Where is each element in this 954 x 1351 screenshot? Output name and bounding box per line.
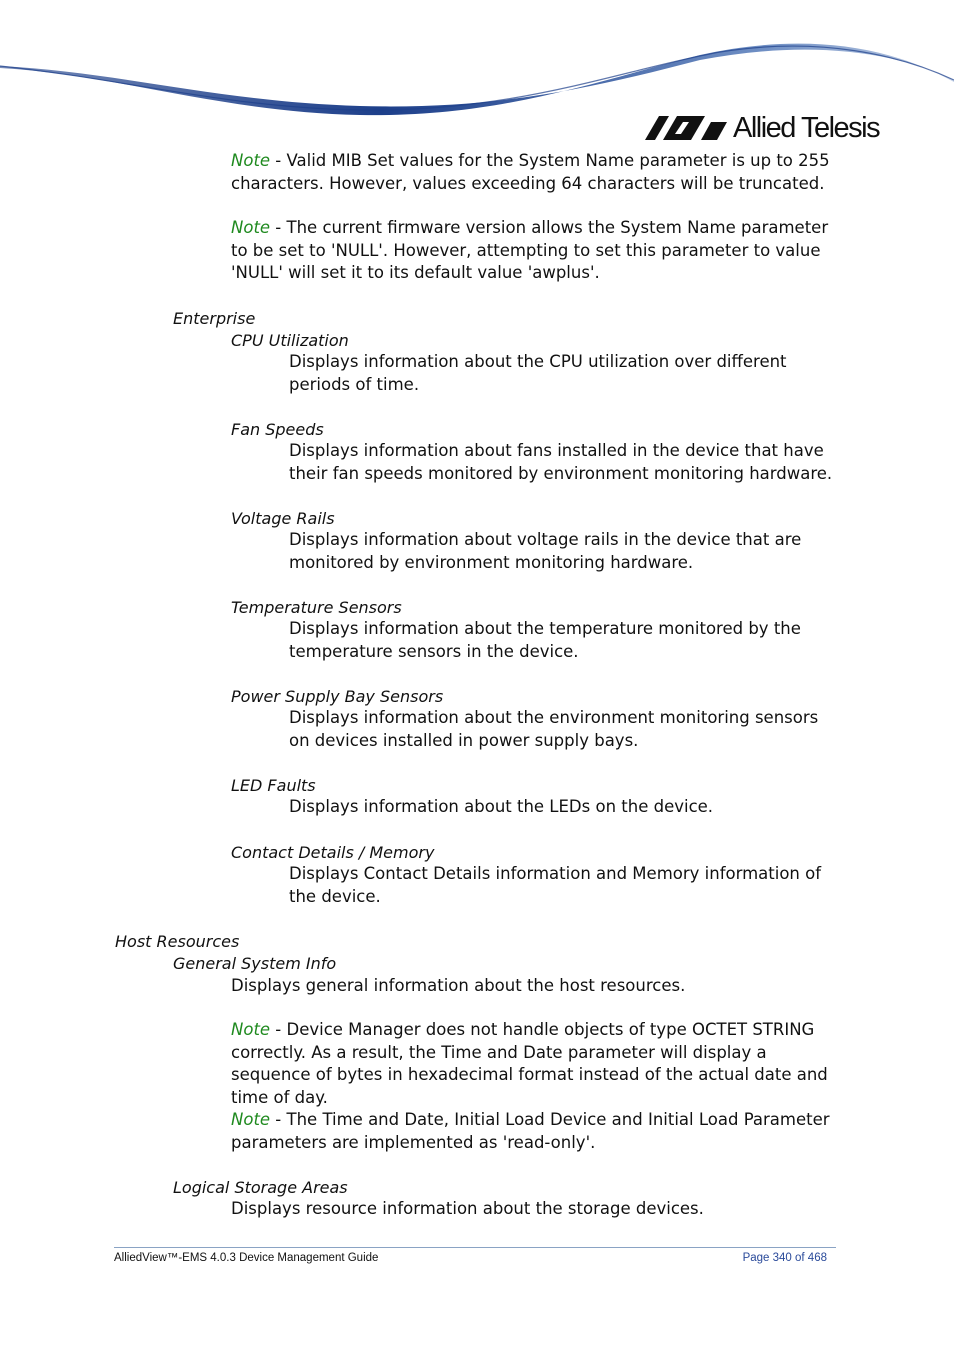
- footer-page-number: Page 340 of 468: [742, 1252, 827, 1264]
- item-description: Displays information about the temperature monitored by the temperature sensors in the device.: [289, 619, 801, 661]
- item-description: Displays information about fans installed in the device that have their fan speeds monitored by environment monitoring hardware.: [289, 441, 833, 483]
- item-title: Fan Speeds: [231, 420, 324, 439]
- footer-divider: [114, 1247, 836, 1248]
- note-text: - The Time and Date, Initial Load Device and Initial Load Parameter parameters are implemented as 'read-only'.: [231, 1110, 830, 1152]
- allied-telesis-logo: [645, 108, 905, 148]
- item-description: Displays information about voltage rails in the device that are monitored by environment monitoring hardware.: [289, 530, 802, 572]
- item-title: General System Info: [173, 954, 337, 973]
- note-label: Note: [231, 151, 271, 170]
- logo-mark-icon: [645, 108, 727, 148]
- note-paragraph: [231, 150, 841, 195]
- section-heading-host-resources: Host Resources: [115, 932, 240, 951]
- footer-document-title: AlliedView™-EMS 4.0.3 Device Management Guide: [114, 1252, 379, 1264]
- logo-text: Allied Telesis: [733, 112, 880, 144]
- item-description: Displays information about the environment monitoring sensors on devices installed in power supply bays.: [289, 708, 819, 750]
- item-description: Displays resource information about the storage devices.: [231, 1199, 704, 1218]
- header-swoosh: [0, 0, 954, 125]
- item-title: Contact Details / Memory: [231, 843, 435, 862]
- item-description: Displays general information about the host resources.: [231, 976, 686, 995]
- note-paragraph: [231, 217, 841, 285]
- item-description: Displays Contact Details information and Memory information of the device.: [289, 864, 822, 906]
- note-label: Note: [231, 1110, 271, 1129]
- note-text: - The current firmware version allows the System Name parameter to be set to 'NULL'. However, attempting to set this parameter to value 'NULL' will set it to its default value 'awplus'.: [231, 218, 829, 282]
- note-paragraph: [231, 1019, 841, 1109]
- item-title: Temperature Sensors: [231, 598, 402, 617]
- note-text: - Device Manager does not handle objects of type OCTET STRING correctly. As a result, the Time and Date parameter will display a sequence of bytes in hexadecimal format instead of the actual date and time of day.: [231, 1020, 828, 1107]
- item-title: CPU Utilization: [231, 331, 349, 350]
- note-label: Note: [231, 218, 271, 237]
- item-title: Logical Storage Areas: [173, 1178, 348, 1197]
- item-title: Power Supply Bay Sensors: [231, 687, 444, 706]
- note-text: - Valid MIB Set values for the System Name parameter is up to 255 characters. However, values exceeding 64 characters will be truncated.: [231, 151, 830, 193]
- item-description: Displays information about the LEDs on the device.: [289, 797, 714, 816]
- note-paragraph: [231, 1109, 841, 1154]
- note-label: Note: [231, 1020, 271, 1039]
- item-title: Voltage Rails: [231, 509, 335, 528]
- item-title: LED Faults: [231, 776, 316, 795]
- section-heading-enterprise: Enterprise: [173, 309, 256, 328]
- item-description: Displays information about the CPU utilization over different periods of time.: [289, 352, 787, 394]
